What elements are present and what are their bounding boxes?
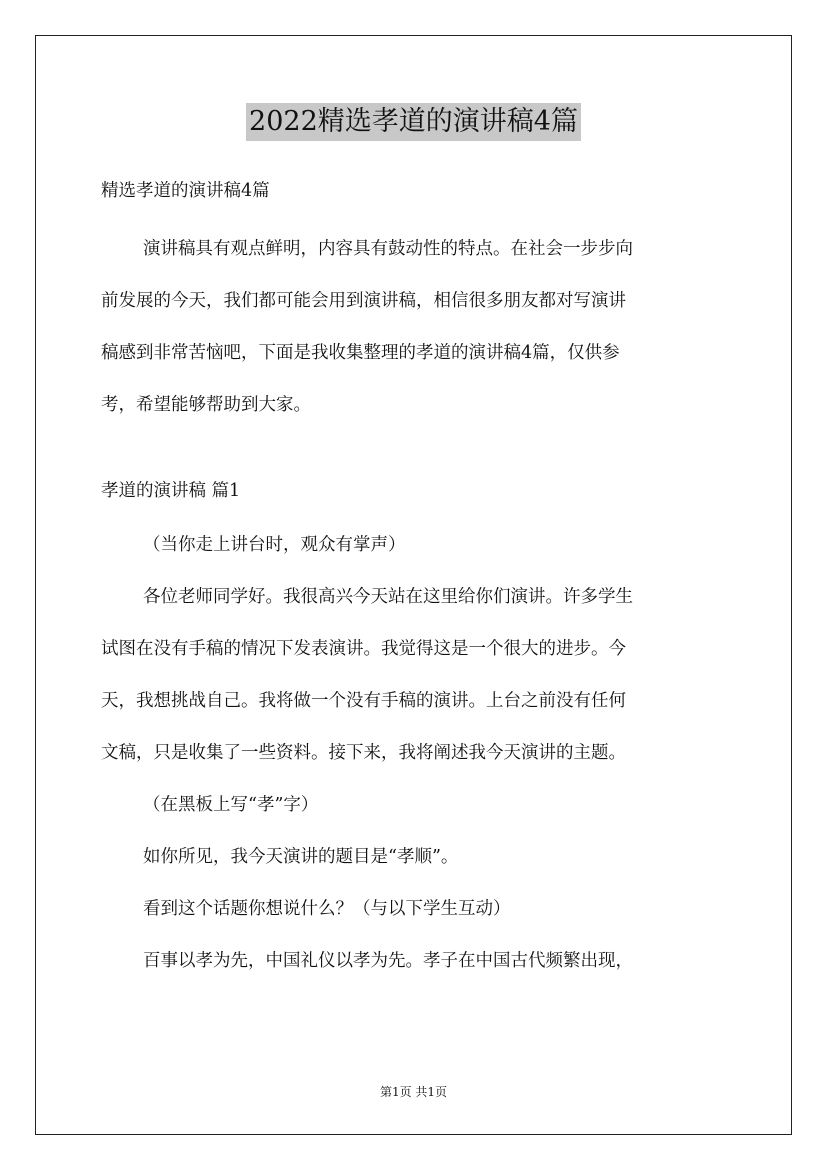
greeting-paragraph bbox=[101, 584, 731, 766]
stage-note: （当你走上讲台时，观众有掌声） bbox=[143, 535, 406, 555]
paragraph-line: 如你所见，我今天演讲的题目是“孝顺”。 bbox=[143, 847, 459, 867]
intro-line: 考，希望能够帮助到大家。 bbox=[101, 395, 311, 415]
paragraph-line: 文稿，只是收集了一些资料。接下来，我将阐述我今天演讲的主题。 bbox=[101, 743, 626, 763]
intro-line: 演讲稿具有观点鲜明，内容具有鼓动性的特点。在社会一步步向 bbox=[143, 239, 633, 259]
intro-line: 前发展的今天，我们都可能会用到演讲稿，相信很多朋友都对写演讲 bbox=[101, 291, 626, 311]
intro-line: 稿感到非常苦恼吧，下面是我收集整理的孝道的演讲稿4篇，仅供参 bbox=[101, 343, 620, 363]
page-footer bbox=[0, 1084, 827, 1100]
section-heading: 孝道的演讲稿 篇1 bbox=[101, 481, 241, 501]
intro-paragraph bbox=[101, 236, 731, 418]
document-title: 2022精选孝道的演讲稿4篇 bbox=[246, 103, 581, 141]
document-body bbox=[101, 178, 731, 1000]
paragraph-line: 百事以孝为先，中国礼仪以孝为先。孝子在中国古代频繁出现， bbox=[143, 951, 633, 971]
title-wrap bbox=[0, 103, 827, 141]
paragraph-line: 天，我想挑战自己。我将做一个没有手稿的演讲。上台之前没有任何 bbox=[101, 691, 626, 711]
paragraph-line: 各位老师同学好。我很高兴今天站在这里给你们演讲。许多学生 bbox=[143, 587, 633, 607]
paragraph-line: 试图在没有手稿的情况下发表演讲。我觉得这是一个很大的进步。今 bbox=[101, 639, 626, 659]
page-number: 第1页 共1页 bbox=[379, 1085, 448, 1099]
document-subtitle: 精选孝道的演讲稿4篇 bbox=[101, 181, 270, 201]
stage-note: （在黑板上写“孝”字） bbox=[143, 795, 319, 815]
paragraph-line: 看到这个话题你想说什么？（与以下学生互动） bbox=[143, 899, 511, 919]
